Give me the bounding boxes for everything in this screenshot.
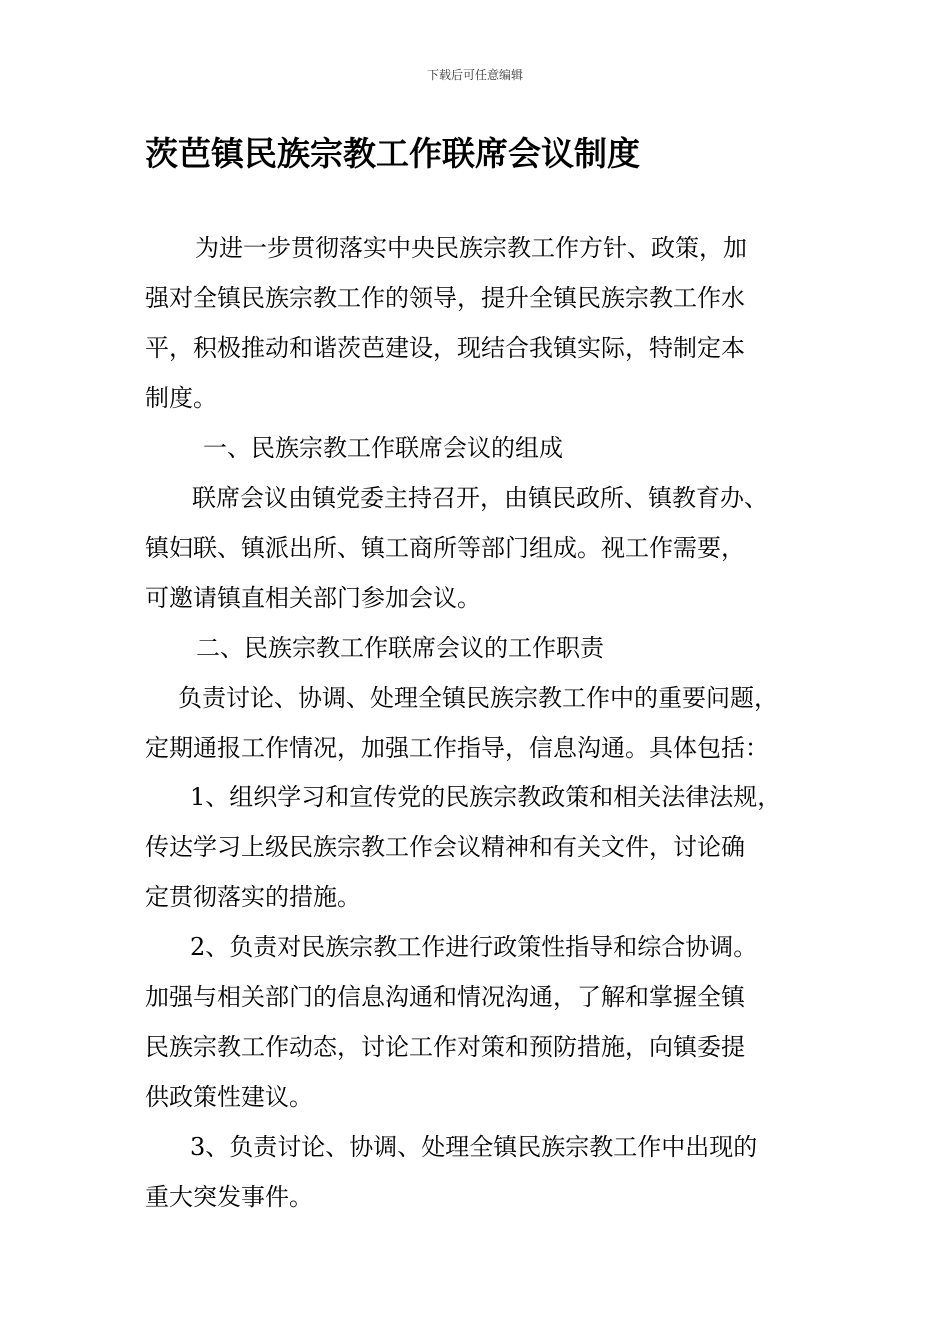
body-line: 定贯彻落实的措施。	[145, 883, 361, 911]
body-line: 可邀请镇直相关部门参加会议。	[145, 584, 481, 612]
body-line: 传达学习上级民族宗教工作会议精神和有关文件，讨论确	[145, 833, 745, 861]
body-line: 供政策性建议。	[145, 1083, 313, 1111]
body-line: 平，积极推动和谐茨芭建设，现结合我镇实际，特制定本	[145, 334, 745, 362]
list-item-line: 2、负责对民族宗教工作进行政策性指导和综合协调。	[190, 933, 758, 961]
body-line: 定期通报工作情况，加强工作指导，信息沟通。具体包括：	[145, 734, 769, 762]
body-line: 镇妇联、镇派出所、镇工商所等部门组成。视工作需要，	[145, 534, 745, 562]
list-item-line: 1、组织学习和宣传党的民族宗教政策和相关法律法规，	[190, 783, 782, 811]
section-heading: 二、民族宗教工作联席会议的工作职责	[196, 634, 604, 662]
section-heading: 一、民族宗教工作联席会议的组成	[203, 434, 563, 462]
header-note: 下载后可任意编辑	[426, 68, 523, 82]
body-line: 制度。	[145, 384, 217, 412]
body-line: 加强与相关部门的信息沟通和情况沟通，了解和掌握全镇	[145, 983, 745, 1011]
list-item-line: 3、负责讨论、协调、处理全镇民族宗教工作中出现的	[190, 1133, 758, 1161]
body-line: 为进一步贯彻落实中央民族宗教工作方针、政策，加	[195, 234, 747, 262]
body-line: 强对全镇民族宗教工作的领导，提升全镇民族宗教工作水	[145, 284, 745, 312]
body-line: 负责讨论、协调、处理全镇民族宗教工作中的重要问题，	[178, 684, 778, 712]
document-title: 茨芭镇民族宗教工作联席会议制度	[145, 134, 640, 173]
body-line: 民族宗教工作动态，讨论工作对策和预防措施，向镇委提	[145, 1033, 745, 1061]
body-line: 重大突发事件。	[145, 1183, 313, 1211]
body-line: 联席会议由镇党委主持召开，由镇民政所、镇教育办、	[192, 484, 768, 512]
